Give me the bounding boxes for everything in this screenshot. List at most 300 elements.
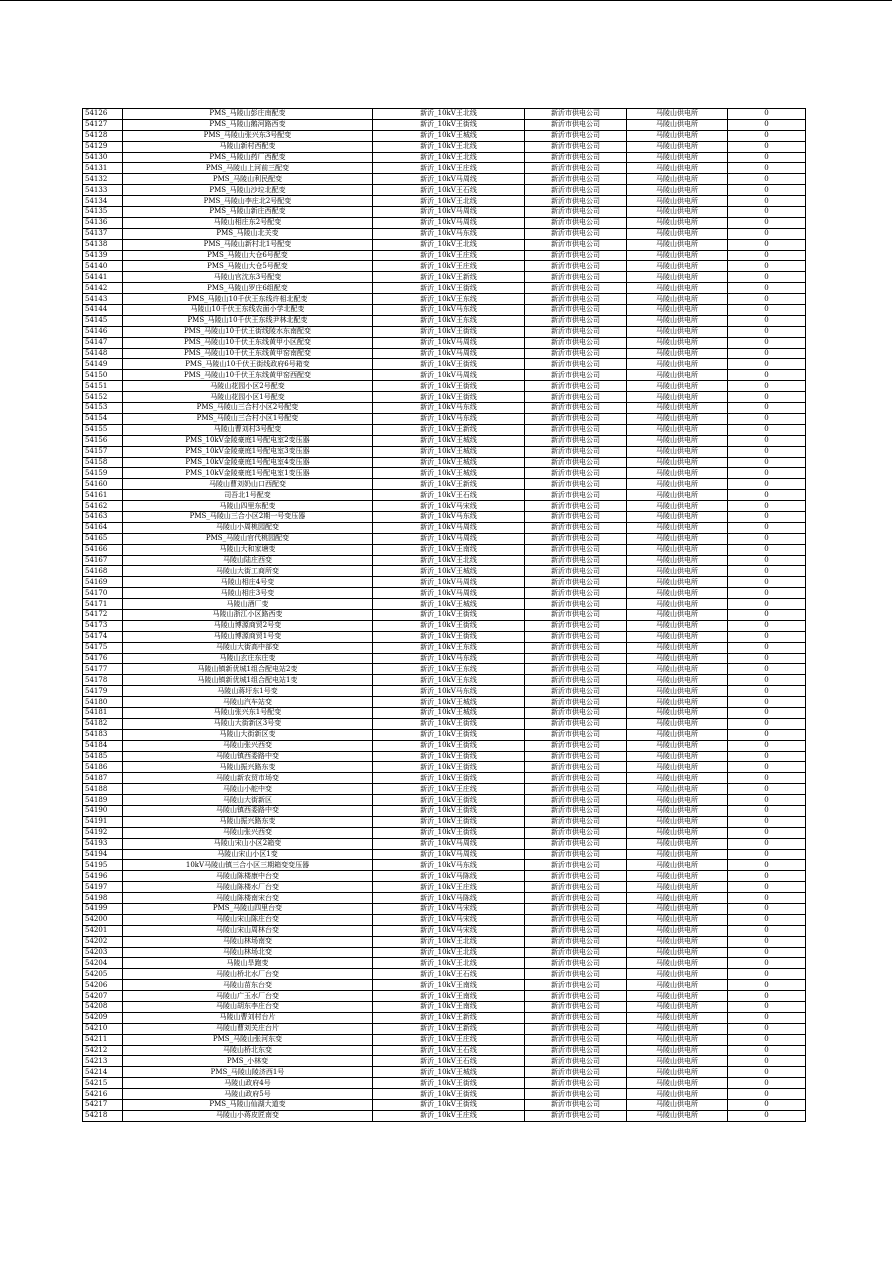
company-cell: 新沂市供电公司 xyxy=(525,359,627,370)
company-cell: 新沂市供电公司 xyxy=(525,914,627,925)
company-cell: 新沂市供电公司 xyxy=(525,163,627,174)
table-row xyxy=(83,326,806,337)
company-cell: 新沂市供电公司 xyxy=(525,413,627,424)
feeder-line-cell: 新沂_10kV王街线 xyxy=(373,827,525,838)
value-cell: 0 xyxy=(728,348,806,359)
row-id-cell: 54147 xyxy=(83,337,123,348)
company-cell: 新沂市供电公司 xyxy=(525,479,627,490)
table-row xyxy=(83,1056,806,1067)
table-row xyxy=(83,446,806,457)
row-id-cell: 54132 xyxy=(83,174,123,185)
device-name-cell: PMS_马陵山张兴东3号配变 xyxy=(123,130,373,141)
station-cell: 马陵山供电所 xyxy=(627,403,728,414)
table-row xyxy=(83,315,806,326)
station-cell: 马陵山供电所 xyxy=(627,599,728,610)
feeder-line-cell: 新沂_10kV王街线 xyxy=(373,119,525,130)
device-name-cell: 马陵山陆庄西变 xyxy=(123,555,373,566)
value-cell: 0 xyxy=(728,109,806,120)
value-cell: 0 xyxy=(728,642,806,653)
station-cell: 马陵山供电所 xyxy=(627,1012,728,1023)
table-row xyxy=(83,838,806,849)
row-id-cell: 54129 xyxy=(83,141,123,152)
value-cell: 0 xyxy=(728,707,806,718)
station-cell: 马陵山供电所 xyxy=(627,1110,728,1121)
row-id-cell: 54134 xyxy=(83,196,123,207)
device-name-cell: PMS_10kV金陵豪庭1号配电室2变压器 xyxy=(123,435,373,446)
table-row xyxy=(83,697,806,708)
row-id-cell: 54153 xyxy=(83,403,123,414)
device-name-cell: PMS_马陵山10千伏王街线政府6号箱变 xyxy=(123,359,373,370)
value-cell: 0 xyxy=(728,217,806,228)
feeder-line-cell: 新沂_10kV马周线 xyxy=(373,849,525,860)
company-cell: 新沂市供电公司 xyxy=(525,381,627,392)
company-cell: 新沂市供电公司 xyxy=(525,958,627,969)
value-cell: 0 xyxy=(728,490,806,501)
company-cell: 新沂市供电公司 xyxy=(525,827,627,838)
company-cell: 新沂市供电公司 xyxy=(525,196,627,207)
feeder-line-cell: 新沂_10kV王街线 xyxy=(373,1100,525,1111)
device-name-cell: 马陵山小舵中变 xyxy=(123,784,373,795)
table-row xyxy=(83,468,806,479)
row-id-cell: 54188 xyxy=(83,784,123,795)
row-id-cell: 54143 xyxy=(83,294,123,305)
station-cell: 马陵山供电所 xyxy=(627,925,728,936)
row-id-cell: 54174 xyxy=(83,631,123,642)
feeder-line-cell: 新沂_10kV王城线 xyxy=(373,599,525,610)
device-name-cell: 马陵山相庄3号变 xyxy=(123,588,373,599)
value-cell: 0 xyxy=(728,827,806,838)
device-name-cell: 马陵山张兴西变 xyxy=(123,827,373,838)
company-cell: 新沂市供电公司 xyxy=(525,152,627,163)
table-row xyxy=(83,806,806,817)
row-id-cell: 54212 xyxy=(83,1045,123,1056)
feeder-line-cell: 新沂_10kV王东线 xyxy=(373,315,525,326)
table-row xyxy=(83,609,806,620)
company-cell: 新沂市供电公司 xyxy=(525,936,627,947)
row-id-cell: 54179 xyxy=(83,686,123,697)
company-cell: 新沂市供电公司 xyxy=(525,326,627,337)
device-name-cell: 马陵山博源商贸2号变 xyxy=(123,620,373,631)
table-row xyxy=(83,207,806,218)
device-name-cell: 马陵山政府4号 xyxy=(123,1078,373,1089)
value-cell: 0 xyxy=(728,1067,806,1078)
feeder-line-cell: 新沂_10kV王街线 xyxy=(373,740,525,751)
device-name-cell: 马陵山曹刘关庄台片 xyxy=(123,1023,373,1034)
station-cell: 马陵山供电所 xyxy=(627,261,728,272)
value-cell: 0 xyxy=(728,1056,806,1067)
feeder-line-cell: 新沂_10kV王街线 xyxy=(373,729,525,740)
row-id-cell: 54204 xyxy=(83,958,123,969)
feeder-line-cell: 新沂_10kV王东线 xyxy=(373,675,525,686)
company-cell: 新沂市供电公司 xyxy=(525,283,627,294)
device-name-cell: PMS_马陵山仙湖大道变 xyxy=(123,1100,373,1111)
company-cell: 新沂市供电公司 xyxy=(525,457,627,468)
station-cell: 马陵山供电所 xyxy=(627,207,728,218)
table-row xyxy=(83,1078,806,1089)
feeder-line-cell: 新沂_10kV王街线 xyxy=(373,359,525,370)
row-id-cell: 54177 xyxy=(83,664,123,675)
table-row xyxy=(83,381,806,392)
station-cell: 马陵山供电所 xyxy=(627,283,728,294)
feeder-line-cell: 新沂_10kV王石线 xyxy=(373,1045,525,1056)
feeder-line-cell: 新沂_10kV马周线 xyxy=(373,217,525,228)
feeder-line-cell: 新沂_10kV王庄线 xyxy=(373,1110,525,1121)
table-row xyxy=(83,1012,806,1023)
feeder-line-cell: 新沂_10kV王石线 xyxy=(373,185,525,196)
feeder-line-cell: 新沂_10kV王街线 xyxy=(373,609,525,620)
feeder-line-cell: 新沂_10kV王街线 xyxy=(373,1089,525,1100)
company-cell: 新沂市供电公司 xyxy=(525,130,627,141)
row-id-cell: 54165 xyxy=(83,533,123,544)
company-cell: 新沂市供电公司 xyxy=(525,348,627,359)
device-name-cell: PMS_马陵山大仓5号配变 xyxy=(123,261,373,272)
feeder-line-cell: 新沂_10kV王东线 xyxy=(373,664,525,675)
value-cell: 0 xyxy=(728,370,806,381)
feeder-line-cell: 新沂_10kV王新线 xyxy=(373,272,525,283)
table-row xyxy=(83,163,806,174)
row-id-cell: 54209 xyxy=(83,1012,123,1023)
feeder-line-cell: 新沂_10kV王庄线 xyxy=(373,1034,525,1045)
company-cell: 新沂市供电公司 xyxy=(525,849,627,860)
value-cell: 0 xyxy=(728,141,806,152)
value-cell: 0 xyxy=(728,718,806,729)
device-name-cell: PMS_马陵山药厂西配变 xyxy=(123,152,373,163)
feeder-line-cell: 新沂_10kV马东线 xyxy=(373,511,525,522)
station-cell: 马陵山供电所 xyxy=(627,294,728,305)
device-name-cell: PMS_马陵山新庄西配变 xyxy=(123,207,373,218)
device-name-cell: 马陵山新农贸市场变 xyxy=(123,773,373,784)
value-cell: 0 xyxy=(728,1045,806,1056)
station-cell: 马陵山供电所 xyxy=(627,871,728,882)
table-row xyxy=(83,631,806,642)
table-row xyxy=(83,185,806,196)
station-cell: 马陵山供电所 xyxy=(627,958,728,969)
table-row xyxy=(83,119,806,130)
row-id-cell: 54140 xyxy=(83,261,123,272)
value-cell: 0 xyxy=(728,784,806,795)
device-name-cell: 马陵山相庄东2号配变 xyxy=(123,217,373,228)
company-cell: 新沂市供电公司 xyxy=(525,697,627,708)
feeder-line-cell: 新沂_10kV王北线 xyxy=(373,152,525,163)
row-id-cell: 54139 xyxy=(83,250,123,261)
feeder-line-cell: 新沂_10kV王北线 xyxy=(373,196,525,207)
device-name-cell: PMS_马陵山彭庄南配变 xyxy=(123,109,373,120)
value-cell: 0 xyxy=(728,196,806,207)
row-id-cell: 54138 xyxy=(83,239,123,250)
value-cell: 0 xyxy=(728,1023,806,1034)
table-row xyxy=(83,914,806,925)
device-name-cell: PMS_马陵山10千伏王街线陵水东南配变 xyxy=(123,326,373,337)
station-cell: 马陵山供电所 xyxy=(627,653,728,664)
feeder-line-cell: 新沂_10kV王石线 xyxy=(373,490,525,501)
row-id-cell: 54154 xyxy=(83,413,123,424)
feeder-line-cell: 新沂_10kV王北线 xyxy=(373,936,525,947)
company-cell: 新沂市供电公司 xyxy=(525,403,627,414)
station-cell: 马陵山供电所 xyxy=(627,740,728,751)
table-row xyxy=(83,958,806,969)
value-cell: 0 xyxy=(728,511,806,522)
value-cell: 0 xyxy=(728,533,806,544)
company-cell: 新沂市供电公司 xyxy=(525,119,627,130)
value-cell: 0 xyxy=(728,272,806,283)
company-cell: 新沂市供电公司 xyxy=(525,784,627,795)
station-cell: 马陵山供电所 xyxy=(627,609,728,620)
row-id-cell: 54217 xyxy=(83,1100,123,1111)
station-cell: 马陵山供电所 xyxy=(627,762,728,773)
device-name-cell: PMS_马陵山10千伏王东线黄甲窑西配变 xyxy=(123,370,373,381)
feeder-line-cell: 新沂_10kV王街线 xyxy=(373,381,525,392)
company-cell: 新沂市供电公司 xyxy=(525,664,627,675)
company-cell: 新沂市供电公司 xyxy=(525,609,627,620)
station-cell: 马陵山供电所 xyxy=(627,315,728,326)
table-row xyxy=(83,152,806,163)
company-cell: 新沂市供电公司 xyxy=(525,185,627,196)
company-cell: 新沂市供电公司 xyxy=(525,642,627,653)
value-cell: 0 xyxy=(728,664,806,675)
station-cell: 马陵山供电所 xyxy=(627,664,728,675)
device-name-cell: 马陵山张兴西变 xyxy=(123,740,373,751)
value-cell: 0 xyxy=(728,631,806,642)
device-name-cell: 马陵山酒厂变 xyxy=(123,599,373,610)
station-cell: 马陵山供电所 xyxy=(627,370,728,381)
company-cell: 新沂市供电公司 xyxy=(525,1110,627,1121)
company-cell: 新沂市供电公司 xyxy=(525,1023,627,1034)
feeder-line-cell: 新沂_10kV王新线 xyxy=(373,1012,525,1023)
feeder-line-cell: 新沂_10kV马陈线 xyxy=(373,871,525,882)
device-name-cell: 马陵山宋山周林台变 xyxy=(123,925,373,936)
feeder-line-cell: 新沂_10kV马周线 xyxy=(373,370,525,381)
row-id-cell: 54203 xyxy=(83,947,123,958)
table-row xyxy=(83,261,806,272)
value-cell: 0 xyxy=(728,239,806,250)
table-row xyxy=(83,577,806,588)
company-cell: 新沂市供电公司 xyxy=(525,511,627,522)
row-id-cell: 54181 xyxy=(83,707,123,718)
feeder-line-cell: 新沂_10kV王街线 xyxy=(373,806,525,817)
feeder-line-cell: 新沂_10kV马周线 xyxy=(373,207,525,218)
feeder-line-cell: 新沂_10kV王北线 xyxy=(373,947,525,958)
company-cell: 新沂市供电公司 xyxy=(525,1034,627,1045)
device-name-cell: 马陵山陈楼康中台变 xyxy=(123,871,373,882)
company-cell: 新沂市供电公司 xyxy=(525,490,627,501)
row-id-cell: 54172 xyxy=(83,609,123,620)
company-cell: 新沂市供电公司 xyxy=(525,904,627,915)
company-cell: 新沂市供电公司 xyxy=(525,468,627,479)
company-cell: 新沂市供电公司 xyxy=(525,871,627,882)
table-row xyxy=(83,501,806,512)
table-row xyxy=(83,544,806,555)
table-row xyxy=(83,947,806,958)
station-cell: 马陵山供电所 xyxy=(627,544,728,555)
device-name-cell: 马陵山镇西委路中变 xyxy=(123,806,373,817)
feeder-line-cell: 新沂_10kV王街线 xyxy=(373,816,525,827)
feeder-line-cell: 新沂_10kV王南线 xyxy=(373,1002,525,1013)
company-cell: 新沂市供电公司 xyxy=(525,991,627,1002)
row-id-cell: 54130 xyxy=(83,152,123,163)
station-cell: 马陵山供电所 xyxy=(627,1045,728,1056)
table-row xyxy=(83,1002,806,1013)
table-row xyxy=(83,1045,806,1056)
table-row xyxy=(83,272,806,283)
table-row xyxy=(83,991,806,1002)
device-name-cell: PMS_10kV金陵豪庭1号配电室4变压器 xyxy=(123,457,373,468)
row-id-cell: 54194 xyxy=(83,849,123,860)
station-cell: 马陵山供电所 xyxy=(627,947,728,958)
row-id-cell: 54161 xyxy=(83,490,123,501)
device-name-cell: PMS_马陵山10千伏王东线黄甲窑南配变 xyxy=(123,348,373,359)
device-name-cell: 马陵山新村西配变 xyxy=(123,141,373,152)
feeder-line-cell: 新沂_10kV王东线 xyxy=(373,642,525,653)
device-name-cell: 司吾北1号配变 xyxy=(123,490,373,501)
device-name-cell: 马陵山宋山陈庄台变 xyxy=(123,914,373,925)
device-name-cell: PMS_马陵山10千伏王东线尹林北配变 xyxy=(123,315,373,326)
row-id-cell: 54149 xyxy=(83,359,123,370)
value-cell: 0 xyxy=(728,1012,806,1023)
row-id-cell: 54186 xyxy=(83,762,123,773)
row-id-cell: 54210 xyxy=(83,1023,123,1034)
value-cell: 0 xyxy=(728,849,806,860)
value-cell: 0 xyxy=(728,860,806,871)
row-id-cell: 54201 xyxy=(83,925,123,936)
value-cell: 0 xyxy=(728,468,806,479)
company-cell: 新沂市供电公司 xyxy=(525,109,627,120)
feeder-line-cell: 新沂_10kV马东线 xyxy=(373,653,525,664)
company-cell: 新沂市供电公司 xyxy=(525,261,627,272)
table-row xyxy=(83,1034,806,1045)
station-cell: 马陵山供电所 xyxy=(627,392,728,403)
value-cell: 0 xyxy=(728,392,806,403)
station-cell: 马陵山供电所 xyxy=(627,413,728,424)
company-cell: 新沂市供电公司 xyxy=(525,686,627,697)
row-id-cell: 54173 xyxy=(83,620,123,631)
value-cell: 0 xyxy=(728,686,806,697)
company-cell: 新沂市供电公司 xyxy=(525,337,627,348)
row-id-cell: 54198 xyxy=(83,893,123,904)
device-name-cell: 马陵山镇新优城1组合配电站2变 xyxy=(123,664,373,675)
table-row xyxy=(83,130,806,141)
station-cell: 马陵山供电所 xyxy=(627,141,728,152)
feeder-line-cell: 新沂_10kV王城线 xyxy=(373,457,525,468)
device-name-cell: PMS_马陵山罗庄6组配变 xyxy=(123,283,373,294)
station-cell: 马陵山供电所 xyxy=(627,827,728,838)
device-name-cell: 马陵山陈楼南宋台变 xyxy=(123,893,373,904)
value-cell: 0 xyxy=(728,697,806,708)
device-name-cell: 马陵山桥北东变 xyxy=(123,1045,373,1056)
station-cell: 马陵山供电所 xyxy=(627,533,728,544)
station-cell: 马陵山供电所 xyxy=(627,816,728,827)
row-id-cell: 54150 xyxy=(83,370,123,381)
device-name-cell: PMS_马陵山张河东变 xyxy=(123,1034,373,1045)
station-cell: 马陵山供电所 xyxy=(627,522,728,533)
device-name-cell: 马陵山曹刘奶山口西配变 xyxy=(123,479,373,490)
row-id-cell: 54126 xyxy=(83,109,123,120)
table-row xyxy=(83,392,806,403)
device-name-cell: 马陵山小蒋皮匠南变 xyxy=(123,1110,373,1121)
value-cell: 0 xyxy=(728,675,806,686)
row-id-cell: 54213 xyxy=(83,1056,123,1067)
value-cell: 0 xyxy=(728,1002,806,1013)
device-name-cell: PMS_马陵山三合村小区2号配变 xyxy=(123,403,373,414)
station-cell: 马陵山供电所 xyxy=(627,381,728,392)
device-name-cell: PMS_10kV金陵豪庭1号配电室1变压器 xyxy=(123,468,373,479)
feeder-line-cell: 新沂_10kV王石线 xyxy=(373,969,525,980)
station-cell: 马陵山供电所 xyxy=(627,936,728,947)
company-cell: 新沂市供电公司 xyxy=(525,675,627,686)
row-id-cell: 54127 xyxy=(83,119,123,130)
value-cell: 0 xyxy=(728,555,806,566)
top-border-line xyxy=(0,0,892,1)
company-cell: 新沂市供电公司 xyxy=(525,435,627,446)
value-cell: 0 xyxy=(728,359,806,370)
value-cell: 0 xyxy=(728,566,806,577)
value-cell: 0 xyxy=(728,326,806,337)
value-cell: 0 xyxy=(728,838,806,849)
company-cell: 新沂市供电公司 xyxy=(525,577,627,588)
device-name-cell: PMS_10kV金陵豪庭1号配电室3变压器 xyxy=(123,446,373,457)
value-cell: 0 xyxy=(728,479,806,490)
device-name-cell: 马陵山相庄4号变 xyxy=(123,577,373,588)
table-row xyxy=(83,784,806,795)
value-cell: 0 xyxy=(728,740,806,751)
table-row xyxy=(83,196,806,207)
feeder-line-cell: 新沂_10kV王城线 xyxy=(373,468,525,479)
feeder-line-cell: 新沂_10kV王街线 xyxy=(373,326,525,337)
table-row xyxy=(83,620,806,631)
company-cell: 新沂市供电公司 xyxy=(525,1100,627,1111)
row-id-cell: 54166 xyxy=(83,544,123,555)
table-row xyxy=(83,871,806,882)
device-name-cell: PMS_马陵山陵济西1号 xyxy=(123,1067,373,1078)
station-cell: 马陵山供电所 xyxy=(627,969,728,980)
station-cell: 马陵山供电所 xyxy=(627,1100,728,1111)
station-cell: 马陵山供电所 xyxy=(627,490,728,501)
company-cell: 新沂市供电公司 xyxy=(525,947,627,958)
value-cell: 0 xyxy=(728,250,806,261)
device-name-cell: 马陵山镇新优城1组合配电站1变 xyxy=(123,675,373,686)
station-cell: 马陵山供电所 xyxy=(627,1002,728,1013)
device-name-cell: 马陵山小周桃园配变 xyxy=(123,522,373,533)
device-name-cell: 马陵山10千伏王东线农面小学北配变 xyxy=(123,305,373,316)
device-name-cell: 马陵山玄庄东庄变 xyxy=(123,653,373,664)
table-row xyxy=(83,773,806,784)
table-row xyxy=(83,109,806,120)
table-row xyxy=(83,925,806,936)
row-id-cell: 54159 xyxy=(83,468,123,479)
station-cell: 马陵山供电所 xyxy=(627,555,728,566)
feeder-line-cell: 新沂_10kV马周线 xyxy=(373,348,525,359)
row-id-cell: 54170 xyxy=(83,588,123,599)
device-name-cell: 马陵山大街高中部变 xyxy=(123,642,373,653)
device-name-cell: PMS_马陵山大仓6号配变 xyxy=(123,250,373,261)
table-row xyxy=(83,849,806,860)
feeder-line-cell: 新沂_10kV马东线 xyxy=(373,305,525,316)
row-id-cell: 54142 xyxy=(83,283,123,294)
device-name-cell: PMS_马陵山10千伏王东线黄甲小区配变 xyxy=(123,337,373,348)
feeder-line-cell: 新沂_10kV马东线 xyxy=(373,686,525,697)
row-id-cell: 54133 xyxy=(83,185,123,196)
device-name-cell: PMS_马陵山上河前三配变 xyxy=(123,163,373,174)
station-cell: 马陵山供电所 xyxy=(627,1067,728,1078)
feeder-line-cell: 新沂_10kV王新线 xyxy=(373,424,525,435)
company-cell: 新沂市供电公司 xyxy=(525,522,627,533)
station-cell: 马陵山供电所 xyxy=(627,196,728,207)
feeder-line-cell: 新沂_10kV王城线 xyxy=(373,446,525,457)
table-row xyxy=(83,827,806,838)
table-row xyxy=(83,599,806,610)
value-cell: 0 xyxy=(728,609,806,620)
row-id-cell: 54200 xyxy=(83,914,123,925)
feeder-line-cell: 新沂_10kV王街线 xyxy=(373,718,525,729)
